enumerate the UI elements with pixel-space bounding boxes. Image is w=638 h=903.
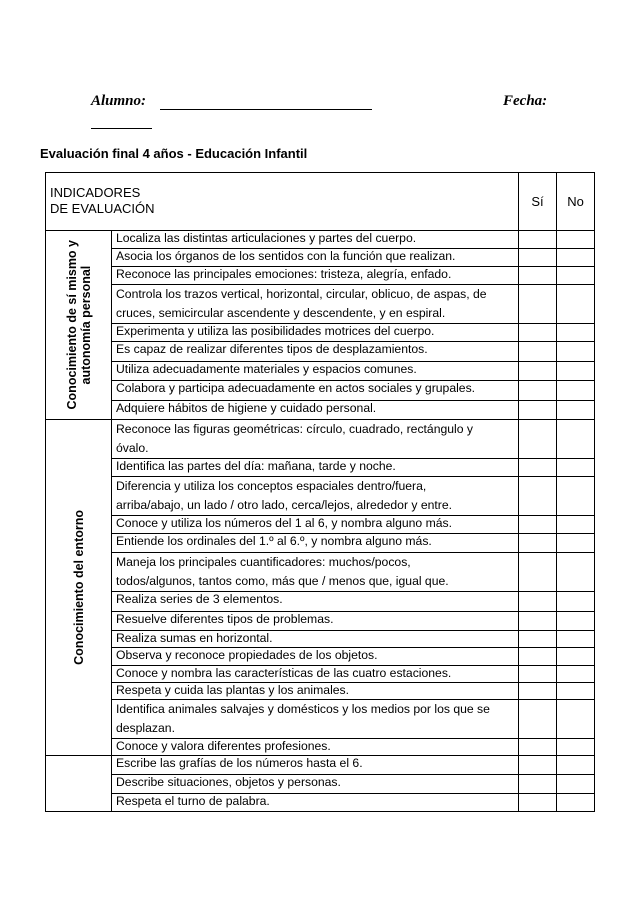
table-row <box>46 324 595 342</box>
indicator-text <box>112 401 519 420</box>
no-checkbox-cell[interactable] <box>557 534 595 553</box>
indicator-text-line: Identifica animales salvajes y domésticos y los medios por los que se <box>116 702 490 716</box>
indicator-text-line: Es capaz de realizar diferentes tipos de desplazamientos. <box>116 342 428 356</box>
no-checkbox-cell[interactable] <box>557 648 595 666</box>
yes-checkbox-cell[interactable] <box>519 700 557 739</box>
no-checkbox-cell[interactable] <box>557 477 595 516</box>
indicator-text <box>112 631 519 648</box>
indicators-header-line: DE EVALUACIÓN <box>50 201 155 216</box>
no-checkbox-cell[interactable] <box>557 700 595 739</box>
date-line[interactable] <box>91 128 152 129</box>
indicator-text-line: óvalo. <box>116 441 149 455</box>
table-row <box>46 381 595 401</box>
indicator-text-line: cruces, semicircular ascendente y descendente, y en espiral. <box>116 306 446 320</box>
section-title-cell <box>46 420 112 756</box>
indicator-text-line: Localiza las distintas articulaciones y partes del cuerpo. <box>116 231 417 245</box>
table-row <box>46 631 595 648</box>
indicator-text-line: Conoce y utiliza los números del 1 al 6, y nombra alguno más. <box>116 516 453 530</box>
table-row <box>46 516 595 534</box>
indicator-text-line: desplazan. <box>116 721 175 735</box>
yes-checkbox-cell[interactable] <box>519 324 557 342</box>
indicator-text-line: Resuelve diferentes tipos de problemas. <box>116 612 334 626</box>
table-row <box>46 362 595 381</box>
no-checkbox-cell[interactable] <box>557 249 595 267</box>
table-row <box>46 534 595 553</box>
no-checkbox-cell[interactable] <box>557 459 595 477</box>
table-row <box>46 477 595 516</box>
table-row <box>46 401 595 420</box>
yes-checkbox-cell[interactable] <box>519 249 557 267</box>
indicator-text <box>112 666 519 683</box>
indicator-text <box>112 553 519 592</box>
table-row <box>46 612 595 631</box>
section-title <box>72 510 86 665</box>
indicator-text <box>112 612 519 631</box>
yes-checkbox-cell[interactable] <box>519 756 557 775</box>
section-title <box>65 240 93 409</box>
no-checkbox-cell[interactable] <box>557 775 595 794</box>
table-row <box>46 648 595 666</box>
indicator-text-line: Adquiere hábitos de higiene y cuidado personal. <box>116 401 377 415</box>
yes-checkbox-cell[interactable] <box>519 267 557 285</box>
table-row <box>46 739 595 756</box>
table-row <box>46 231 595 249</box>
table-row <box>46 459 595 477</box>
indicator-text <box>112 516 519 534</box>
indicator-text <box>112 362 519 381</box>
no-checkbox-cell[interactable] <box>557 362 595 381</box>
yes-checkbox-cell[interactable] <box>519 612 557 631</box>
table-row <box>46 285 595 324</box>
indicator-text <box>112 231 519 249</box>
indicator-text <box>112 381 519 401</box>
indicator-text <box>112 249 519 267</box>
no-checkbox-cell[interactable] <box>557 381 595 401</box>
indicator-text-line: Colabora y participa adecuadamente en actos sociales y grupales. <box>116 381 476 395</box>
no-checkbox-cell[interactable] <box>557 794 595 812</box>
indicator-text <box>112 700 519 739</box>
indicator-text-line: Respeta y cuida las plantas y los animales. <box>116 683 350 697</box>
section-title-line: Conocimiento del entorno <box>71 510 86 665</box>
indicator-text-line: Describe situaciones, objetos y personas. <box>116 775 341 789</box>
no-checkbox-cell[interactable] <box>557 516 595 534</box>
no-checkbox-cell[interactable] <box>557 401 595 420</box>
yes-checkbox-cell[interactable] <box>519 516 557 534</box>
table-row <box>46 342 595 362</box>
indicator-text-line: Controla los trazos vertical, horizontal, circular, oblicuo, de aspas, de <box>116 287 487 301</box>
table-row <box>46 700 595 739</box>
indicator-text <box>112 756 519 775</box>
indicator-text-line: Diferencia y utiliza los conceptos espaciales dentro/fuera, <box>116 479 427 493</box>
yes-checkbox-cell[interactable] <box>519 794 557 812</box>
no-checkbox-cell[interactable] <box>557 756 595 775</box>
yes-checkbox-cell[interactable] <box>519 477 557 516</box>
yes-checkbox-cell[interactable] <box>519 775 557 794</box>
section-title-cell <box>46 231 112 420</box>
yes-checkbox-cell[interactable] <box>519 553 557 592</box>
no-checkbox-cell[interactable] <box>557 666 595 683</box>
yes-checkbox-cell[interactable] <box>519 666 557 683</box>
indicator-text <box>112 648 519 666</box>
indicator-text-line: Realiza sumas en horizontal. <box>116 631 273 645</box>
yes-checkbox-cell[interactable] <box>519 459 557 477</box>
table-row <box>46 775 595 794</box>
no-checkbox-cell[interactable] <box>557 739 595 756</box>
indicator-text-line: Reconoce las figuras geométricas: círculo, cuadrado, rectángulo y <box>116 422 474 436</box>
no-checkbox-cell[interactable] <box>557 267 595 285</box>
yes-checkbox-cell[interactable] <box>519 285 557 324</box>
indicator-text-line: Conoce y valora diferentes profesiones. <box>116 739 331 753</box>
table-row <box>46 249 595 267</box>
indicator-text <box>112 794 519 812</box>
indicator-text-line: Identifica las partes del día: mañana, tarde y noche. <box>116 459 396 473</box>
table-row <box>46 592 595 612</box>
yes-checkbox-cell[interactable] <box>519 592 557 612</box>
yes-checkbox-cell[interactable] <box>519 534 557 553</box>
table-row <box>46 420 595 459</box>
no-checkbox-cell[interactable] <box>557 231 595 249</box>
indicator-text <box>112 420 519 459</box>
yes-checkbox-cell[interactable] <box>519 683 557 700</box>
no-checkbox-cell[interactable] <box>557 285 595 324</box>
indicator-text-line: Utiliza adecuadamente materiales y espacios comunes. <box>116 362 417 376</box>
table-row <box>46 267 595 285</box>
indicator-text-line: Respeta el turno de palabra. <box>116 794 270 808</box>
no-checkbox-cell[interactable] <box>557 553 595 592</box>
indicator-text-line: Conoce y nombra las características de las cuatro estaciones. <box>116 666 452 680</box>
yes-checkbox-cell[interactable] <box>519 648 557 666</box>
student-label: Alumno: <box>91 93 147 109</box>
indicator-text <box>112 477 519 516</box>
indicator-text-line: Escribe las grafías de los números hasta el 6. <box>116 756 363 770</box>
yes-checkbox-cell[interactable] <box>519 401 557 420</box>
table-row <box>46 666 595 683</box>
no-checkbox-cell[interactable] <box>557 592 595 612</box>
indicator-text <box>112 683 519 700</box>
yes-checkbox-cell[interactable] <box>519 342 557 362</box>
indicator-text-line: Realiza series de 3 elementos. <box>116 592 283 606</box>
yes-checkbox-cell[interactable] <box>519 739 557 756</box>
table-row <box>46 794 595 812</box>
no-checkbox-cell[interactable] <box>557 420 595 459</box>
document-subtitle: Evaluación final 4 años - Educación Infantil <box>40 146 308 161</box>
indicator-text-line: Asocia los órganos de los sentidos con la función que realizan. <box>116 249 456 263</box>
evaluation-table <box>45 172 595 812</box>
indicator-text-line: Reconoce las principales emociones: tristeza, alegría, enfado. <box>116 267 452 281</box>
yes-checkbox-cell[interactable] <box>519 381 557 401</box>
indicator-text-line: Observa y reconoce propiedades de los objetos. <box>116 648 378 662</box>
indicators-header <box>46 173 519 231</box>
section-title-cell <box>46 756 112 812</box>
indicator-text <box>112 534 519 553</box>
indicator-text <box>112 775 519 794</box>
indicator-text <box>112 739 519 756</box>
student-name-line[interactable] <box>160 109 372 110</box>
indicators-header-line: INDICADORES <box>50 185 141 200</box>
indicator-text-line: Maneja los principales cuantificadores: muchos/pocos, <box>116 555 411 569</box>
no-checkbox-cell[interactable] <box>557 631 595 648</box>
no-checkbox-cell[interactable] <box>557 342 595 362</box>
no-checkbox-cell[interactable] <box>557 324 595 342</box>
indicator-text-line: Experimenta y utiliza las posibilidades motrices del cuerpo. <box>116 324 435 338</box>
indicator-text-line: Entiende los ordinales del 1.º al 6.º, y nombra alguno más. <box>116 534 432 548</box>
section-title-line: autonomía personal <box>78 265 93 385</box>
indicator-text <box>112 459 519 477</box>
date-label: Fecha: <box>503 93 548 109</box>
indicator-text <box>112 324 519 342</box>
no-checkbox-cell[interactable] <box>557 612 595 631</box>
table-row <box>46 553 595 592</box>
indicator-text <box>112 267 519 285</box>
indicator-text <box>112 285 519 324</box>
yes-column-header: Sí <box>519 173 557 231</box>
yes-checkbox-cell[interactable] <box>519 420 557 459</box>
table-row <box>46 683 595 700</box>
yes-checkbox-cell[interactable] <box>519 631 557 648</box>
yes-checkbox-cell[interactable] <box>519 362 557 381</box>
indicator-text-line: arriba/abajo, un lado / otro lado, cerca/lejos, alrededor y entre. <box>116 498 453 512</box>
no-checkbox-cell[interactable] <box>557 683 595 700</box>
indicator-text <box>112 592 519 612</box>
table-row <box>46 756 595 775</box>
no-column-header: No <box>557 173 595 231</box>
yes-checkbox-cell[interactable] <box>519 231 557 249</box>
section-title-line: Conocimiento de sí mismo y <box>64 240 79 410</box>
indicator-text-line: todos/algunos, tantos como, más que / menos que, igual que. <box>116 574 449 588</box>
indicator-text <box>112 342 519 362</box>
table-header-row <box>46 173 595 231</box>
